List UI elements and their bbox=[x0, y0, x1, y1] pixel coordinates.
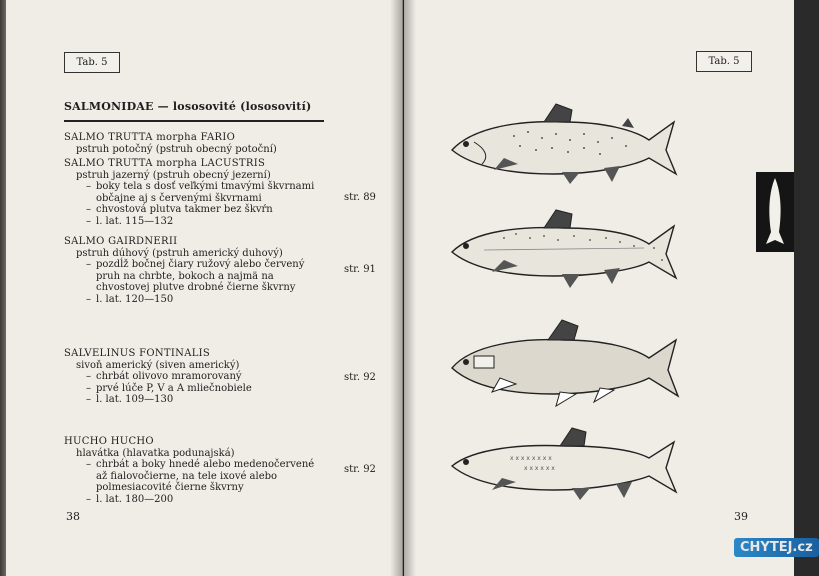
tab-label-right: Tab. 5 bbox=[696, 51, 752, 72]
species-latin: SALMO GAIRDNERII bbox=[64, 236, 178, 247]
svg-text:x x x x x x: x x x x x x bbox=[524, 465, 555, 472]
species-latin: HUCHO HUCHO bbox=[64, 436, 154, 447]
species-detail: – prvé lúče P, V a A mliečnobiele bbox=[86, 382, 252, 394]
species-entry bbox=[64, 236, 384, 305]
page-reference: str. 89 bbox=[344, 192, 376, 203]
species-detail: – l. lat. 180—200 bbox=[86, 493, 174, 505]
species-entry bbox=[64, 348, 384, 406]
fish-illustration-trout-fario bbox=[444, 98, 684, 190]
species-common: pstruh potočný (pstruh obecný potoční) bbox=[76, 143, 277, 155]
page-reference: str. 92 bbox=[344, 464, 376, 475]
species-detail: – chrbát a boky hnedé alebo medenočervené až fialovočierne, na tele ixové alebo polmesiacovité čierne škvrny bbox=[86, 459, 315, 493]
fish-illustration-char-fontinalis bbox=[444, 312, 684, 412]
svg-text:x x x x x x x x: x x x x x x x x bbox=[510, 455, 552, 462]
species-detail: – l. lat. 109—130 bbox=[86, 394, 174, 405]
fish-thumb-icon bbox=[756, 172, 794, 252]
page-number-right: 39 bbox=[734, 510, 748, 523]
species-common: pstruh dúhový (pstruh americký duhový) bbox=[76, 247, 283, 259]
species-detail: – pozdĺž bočnej čiary ružový alebo červený pruh na chrbte, bokoch a najmä na chvostovej plutve drobné čierne škvrny bbox=[86, 259, 305, 293]
heading-rule bbox=[64, 120, 324, 122]
species-detail: – l. lat. 120—150 bbox=[86, 293, 174, 305]
species-latin: SALVELINUS FONTINALIS bbox=[64, 348, 211, 359]
species-common: pstruh jazerný (pstruh obecný jezerní) bbox=[76, 169, 271, 181]
species-latin: SALMO TRUTTA morpha FARIO bbox=[64, 132, 236, 143]
family-separator: — bbox=[157, 100, 169, 113]
species-detail: – chvostová plutva takmer bez škvŕn bbox=[86, 204, 273, 215]
species-entry bbox=[64, 132, 384, 155]
family-latin: SALMONIDAE bbox=[64, 100, 154, 113]
species-latin: SALMO TRUTTA morpha LACUSTRIS bbox=[64, 158, 266, 169]
tab-label-left: Tab. 5 bbox=[64, 52, 120, 73]
family-common: lososovité (lososovití) bbox=[172, 100, 312, 113]
family-heading bbox=[64, 100, 324, 113]
species-common: hlavátka (hlavatka podunajská) bbox=[76, 447, 235, 459]
fish-illustration-huchen bbox=[444, 420, 684, 506]
page-reference: str. 92 bbox=[344, 372, 376, 383]
left-page bbox=[6, 0, 403, 576]
page-number-left: 38 bbox=[66, 510, 80, 523]
section-thumb-tab bbox=[756, 172, 794, 252]
chytej-logo: CHYTEJ.cz bbox=[734, 538, 819, 557]
species-entry bbox=[64, 436, 384, 505]
species-detail: – boky tela s dosť veľkými tmavými škvrnami občajne aj s červenými škvrnami bbox=[86, 181, 315, 204]
species-entry bbox=[64, 158, 384, 227]
species-common: sivoň americký (siven americký) bbox=[76, 359, 240, 371]
right-page bbox=[404, 0, 813, 576]
species-detail: – chrbát olivovo mramorovaný bbox=[86, 371, 242, 382]
fish-illustration-trout-gairdnerii bbox=[444, 202, 684, 294]
page-reference: str. 91 bbox=[344, 264, 376, 275]
species-detail: – l. lat. 115—132 bbox=[86, 215, 174, 227]
